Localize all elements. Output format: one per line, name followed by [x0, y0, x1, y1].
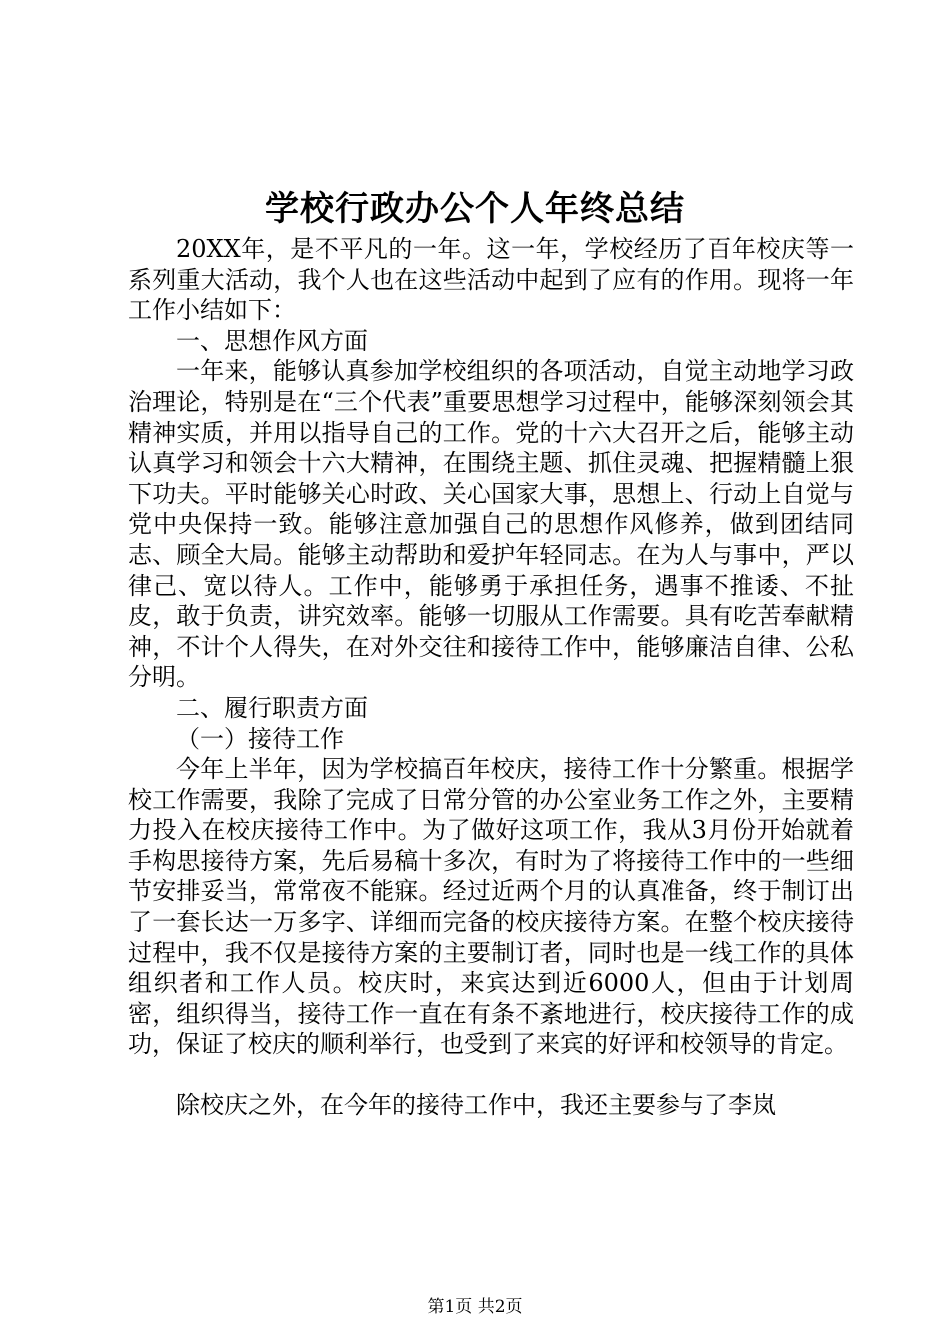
section-heading-ideology: 一、思想作风方面	[176, 326, 368, 355]
intro-paragraph: 20XX年，是不平凡的一年。这一年，学校经历了百年校庆等一系列重大活动，我个人也在这些活动中起到了应有的作用。现将一年工作小结如下：	[128, 235, 854, 325]
ideology-paragraph: 一年来，能够认真参加学校组织的各项活动，自觉主动地学习政治理论，特别是在“三个代表”重要思想学习过程中，能够深刻领会其精神实质，并用以指导自己的工作。党的十六大召开之后，能够主动认真学习和领会十六大精神，在围绕主题、抓住灵魂、把握精髓上狠下功夫。平时能够关心时政、关心国家大事，思想上、行动上自觉与党中央保持一致。能够注意加强自己的思想作风修养，做到团结同志、顾全大局。能够主动帮助和爱护年轻同志。在为人与事中，严以律己、宽以待人。工作中，能够勇于承担任务，遇事不推诿、不扯皮，敢于负责，讲究效率。能够一切服从工作需要。具有吃苦奉献精神，不计个人得失，在对外交往和接待工作中，能够廉洁自律、公私分明。	[128, 357, 854, 692]
document-title: 学校行政办公个人年终总结	[265, 189, 685, 229]
document-body	[128, 234, 854, 1121]
page-footer: 第1页 共2页	[427, 1297, 523, 1317]
paragraph-gap	[128, 1060, 854, 1090]
continuation-paragraph: 除校庆之外，在今年的接待工作中，我还主要参与了李岚	[176, 1091, 776, 1120]
reception-paragraph: 今年上半年，因为学校搞百年校庆，接待工作十分繁重。根据学校工作需要，我除了完成了日常分管的办公室业务工作之外，主要精力投入在校庆接待工作中。为了做好这项工作，我从3月份开始就着手构思接待方案，先后易稿十多次，有时为了将接待工作中的一些细节安排妥当，常常夜不能寐。经过近两个月的认真准备，终于制订出了一套长达一万多字、详细而完备的校庆接待方案。在整个校庆接待过程中，我不仅是接待方案的主要制订者，同时也是一线工作的具体组织者和工作人员。校庆时，来宾达到近6000人，但由于计划周密，组织得当，接待工作一直在有条不紊地进行，校庆接待工作的成功，保证了校庆的顺利举行，也受到了来宾的好评和校领导的肯定。	[128, 755, 854, 1059]
subsection-heading-reception: （一）接待工作	[176, 724, 344, 753]
section-heading-duties: 二、履行职责方面	[176, 693, 368, 722]
